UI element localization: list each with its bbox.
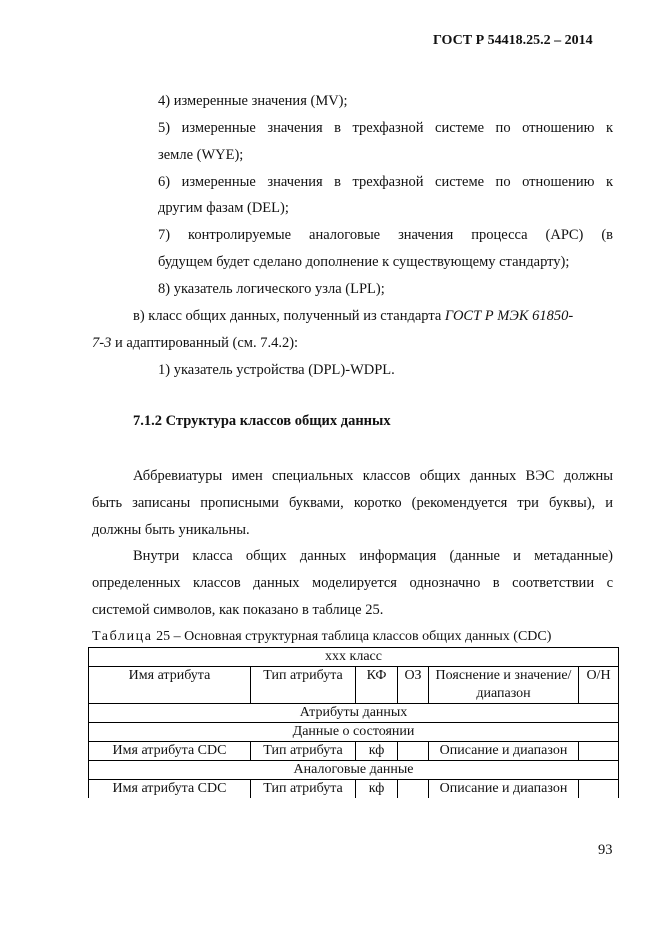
header-on: О/Н — [579, 667, 619, 704]
list-item-apc: 7) контролируемые аналоговые значения процесса (APC) (в — [158, 227, 613, 243]
list-item-del-cont: другим фазам (DEL); — [158, 200, 289, 216]
cell-description: Описание и диапазон — [429, 742, 579, 761]
list-item-lpl: 8) указатель логического узла (LPL); — [158, 281, 385, 297]
table-section-row — [89, 704, 619, 723]
standard-reference-cont: 7-3 — [92, 335, 112, 351]
cell-attr-type: Тип атрибута — [251, 742, 356, 761]
item-v-prefix: в) класс общих данных, полученный из стандарта — [133, 308, 445, 324]
header-kf: КФ — [356, 667, 398, 704]
header-oz: ОЗ — [398, 667, 429, 704]
table-section-row — [89, 723, 619, 742]
class-name-cell: xxx класс — [89, 648, 619, 667]
list-item-del: 6) измеренные значения в трехфазной системе по отношению к — [158, 174, 613, 190]
standard-reference: ГОСТ Р МЭК 61850- — [444, 308, 574, 324]
cell-description: Описание и диапазон — [429, 780, 579, 799]
section-analog-data: Аналоговые данные — [89, 761, 619, 780]
paragraph2-line3: системой символов, как показано в таблице 25. — [92, 602, 384, 618]
list-item-wye: 5) измеренные значения в трехфазной системе по отношению к — [158, 120, 613, 136]
cell-on — [579, 780, 619, 799]
cdc-table-header — [88, 647, 619, 704]
cell-attr-name: Имя атрибута CDC — [89, 780, 251, 799]
section-heading: 7.1.2 Структура классов общих данных — [133, 413, 391, 429]
item-v-line2 — [92, 334, 298, 352]
header-description: Пояснение и значение/диапазон — [429, 667, 579, 704]
table-caption-label: Таблица — [92, 629, 153, 644]
section-data-attributes: Атрибуты данных — [89, 704, 619, 723]
paragraph1-line1: Аббревиатуры имен специальных классов общих данных ВЭС должны — [133, 468, 613, 484]
list-item-apc-cont: будущем будет сделано дополнение к существующему стандарту); — [158, 254, 570, 270]
cdc-table-body — [88, 703, 619, 798]
list-item-mv: 4) измеренные значения (MV); — [158, 93, 348, 109]
document-header: ГОСТ Р 54418.25.2 – 2014 — [433, 33, 593, 48]
paragraph1-line2: быть записаны прописными буквами, коротко (рекомендуется три буквы), и — [92, 495, 613, 511]
cell-oz — [398, 742, 429, 761]
paragraph2-line2: определенных классов данных моделируется однозначно в соответствии с — [92, 575, 613, 591]
table-caption-text: 25 – Основная структурная таблица классов общих данных (CDC) — [152, 629, 552, 644]
table-class-row — [89, 648, 619, 667]
table-row — [89, 742, 619, 761]
item-v-line1 — [133, 307, 573, 325]
table-header-row — [89, 667, 619, 704]
table-caption — [92, 629, 551, 645]
cell-on — [579, 742, 619, 761]
list-item-wye-cont: земле (WYE); — [158, 147, 244, 163]
header-attr-name: Имя атрибута — [89, 667, 251, 704]
cell-attr-name: Имя атрибута CDC — [89, 742, 251, 761]
item-v-suffix: и адаптированный (см. 7.4.2): — [111, 335, 299, 351]
header-attr-type: Тип атрибута — [251, 667, 356, 704]
sub-item-dpl: 1) указатель устройства (DPL)-WDPL. — [158, 362, 395, 378]
table-row — [89, 780, 619, 799]
section-state-data: Данные о состоянии — [89, 723, 619, 742]
cell-attr-type: Тип атрибута — [251, 780, 356, 799]
paragraph1-line3: должны быть уникальны. — [92, 522, 250, 538]
page-number: 93 — [598, 842, 613, 858]
paragraph2-line1: Внутри класса общих данных информация (данные и метаданные) — [133, 548, 613, 564]
table-section-row — [89, 761, 619, 780]
cell-oz — [398, 780, 429, 799]
cell-kf: кф — [356, 742, 398, 761]
cell-kf: кф — [356, 780, 398, 799]
